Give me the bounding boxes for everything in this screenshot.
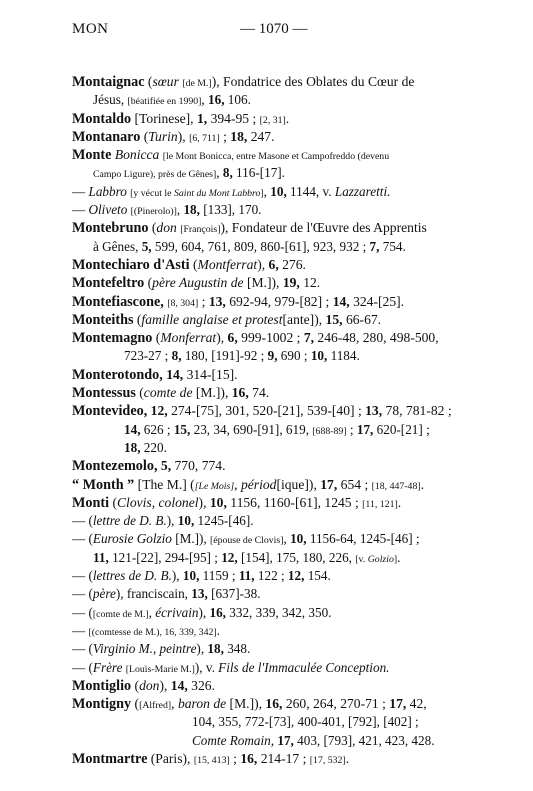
- bracket-note: [15, 413]: [193, 754, 230, 766]
- entry-text: ,: [234, 476, 241, 492]
- entry-text: ),: [166, 513, 178, 529]
- italic-text: Oliveto: [88, 202, 128, 218]
- index-entry-line: [72, 91, 492, 109]
- index-entry-line: [72, 640, 492, 658]
- entry-text: .: [345, 750, 350, 766]
- entry-text: — (: [72, 659, 93, 675]
- italic-text: lettre de D. B.: [92, 513, 167, 529]
- entry-text: [M.]),: [243, 275, 283, 291]
- volume-number: 18,: [124, 439, 141, 455]
- entry-headword: Montezemolo,: [72, 458, 158, 475]
- italic-text: don: [139, 677, 160, 693]
- entry-text: 332, 339, 342, 350.: [225, 604, 332, 620]
- entry-headword: Montigny: [72, 696, 132, 713]
- bracket-note: Campo Ligure), près de Gênes]: [93, 169, 217, 181]
- index-entry-line: [72, 347, 492, 365]
- entry-text: 104, 355, 772-[73], 400-401, [792], [402] ;: [192, 714, 419, 730]
- bracket-note: [8, 304]: [167, 297, 199, 309]
- volume-number: 10,: [310, 348, 328, 364]
- index-entry: [72, 256, 492, 274]
- entry-text: 122 ;: [254, 568, 288, 584]
- entry-text: 348.: [223, 641, 251, 657]
- entry-text: 599, 604, 761, 809, 860-[61], 923, 932 ;: [151, 238, 370, 254]
- volume-number: 16,: [231, 385, 249, 401]
- volume-number: 12,: [150, 403, 168, 419]
- volume-number: 19,: [282, 275, 300, 291]
- entry-text: — (: [72, 641, 93, 657]
- entry-text: — (: [72, 586, 93, 602]
- italic-text: Comte Romain,: [192, 732, 275, 748]
- volume-number: 14,: [332, 293, 350, 309]
- entry-text: .: [285, 110, 290, 126]
- entry-text: 394-95 ;: [207, 110, 260, 126]
- entry-text: 620-[21] ;: [373, 421, 430, 437]
- index-entries: [72, 73, 492, 768]
- volume-number: 9,: [267, 348, 278, 364]
- entry-text: [M.]),: [226, 696, 266, 712]
- bracket-note-italic: Golzio: [367, 553, 394, 565]
- entry-text: .: [397, 494, 402, 510]
- volume-number: 14,: [166, 366, 184, 382]
- index-entry-line: [72, 421, 492, 439]
- volume-number: 18,: [183, 202, 200, 218]
- entry-text: 1156-64, 1245-[46] ;: [306, 531, 420, 547]
- italic-text: Lazzaretti.: [334, 183, 391, 199]
- entry-text: 626 ;: [140, 421, 174, 437]
- entry-text: [M.]),: [192, 385, 232, 401]
- entry-text: 326.: [187, 677, 215, 693]
- entry-text: — (: [72, 531, 93, 547]
- bracket-note: [(Pinerolo)]: [130, 206, 177, 218]
- bracket-note: [688-89]: [312, 425, 347, 437]
- entry-text: ),: [198, 604, 210, 620]
- italic-text: lettres de D. B.: [92, 568, 172, 584]
- index-entry-line: [72, 732, 492, 750]
- index-entry-line: [72, 512, 492, 530]
- index-entry: [72, 402, 492, 420]
- entry-text: 692-94, 979-[82] ;: [225, 293, 333, 309]
- index-entry-line: [72, 585, 492, 603]
- entry-text: 314-[15].: [183, 366, 238, 382]
- bracket-note: [y vécut le: [130, 187, 174, 199]
- entry-headword: Montaldo: [72, 110, 132, 127]
- bracket-note: [11, 121]: [362, 498, 398, 510]
- italic-text: Bonicca: [114, 147, 160, 163]
- bracket-note: [de M.]: [182, 78, 212, 89]
- entry-text: ,: [283, 531, 291, 547]
- entry-text: 247.: [247, 128, 275, 144]
- entry-text: ),: [257, 256, 269, 272]
- entry-headword: Montemagno: [72, 330, 153, 347]
- volume-number: 5,: [160, 458, 172, 474]
- entry-text: — (: [72, 604, 93, 620]
- italic-text: Fils de l'Immaculée Conception.: [218, 659, 390, 675]
- volume-number: 17,: [277, 732, 294, 748]
- entry-headword: Montevideo,: [72, 403, 148, 420]
- volume-number: 10,: [290, 531, 307, 547]
- entry-text: 274-[75], 301, 520-[21], 539-[40] ;: [167, 403, 366, 419]
- volume-number: 13,: [365, 403, 383, 419]
- entry-headword: Montaignac: [72, 74, 145, 90]
- volume-number: 18,: [230, 128, 248, 144]
- entry-text: [637]-38.: [207, 586, 261, 602]
- entry-text: Jésus,: [93, 92, 128, 108]
- entry-text: ,: [201, 92, 209, 108]
- bracket-note: [Alfred]: [139, 700, 172, 712]
- volume-number: 6,: [227, 330, 238, 346]
- volume-number: 17,: [389, 696, 407, 712]
- volume-number: 13,: [191, 586, 208, 602]
- entry-text: 42,: [406, 696, 427, 712]
- entry-text: 106.: [224, 92, 251, 108]
- index-entry: [72, 110, 492, 128]
- volume-number: 5,: [141, 238, 152, 254]
- volume-number: 16,: [208, 92, 225, 108]
- index-entry: [72, 311, 492, 329]
- volume-number: 15,: [325, 311, 343, 327]
- entry-text: ), Fondateur de l'Œuvre des Apprentis: [220, 220, 427, 236]
- entry-headword: Montanaro: [72, 128, 141, 145]
- entry-headword: Monte: [72, 147, 112, 164]
- index-entry: [72, 293, 492, 311]
- volume-number: 10,: [270, 183, 287, 199]
- entry-headword: Montessus: [72, 385, 136, 402]
- entry-text: 1144, v.: [286, 183, 335, 199]
- volume-number: 8,: [171, 348, 182, 364]
- entry-text: (Paris),: [147, 750, 194, 766]
- volume-number: 17,: [356, 421, 374, 437]
- entry-text: ),: [216, 330, 228, 346]
- italic-text: Virginio M., peintre: [92, 641, 197, 657]
- bracket-note: [François]: [180, 224, 221, 236]
- entry-text: —: [72, 202, 89, 218]
- entry-text: ,: [148, 604, 156, 620]
- italic-text: Clovis, colonel: [116, 494, 199, 510]
- entry-text: 121-[22], 294-[95] ;: [108, 549, 222, 565]
- entry-text: 754.: [379, 238, 406, 254]
- italic-text: Monferrat: [160, 330, 217, 346]
- index-entry-line: [72, 549, 492, 567]
- entry-text: 324-[25].: [349, 293, 405, 309]
- volume-number: 6,: [268, 256, 279, 272]
- volume-number: 16,: [240, 750, 258, 766]
- entry-text: 220.: [140, 439, 167, 455]
- entry-headword: Montechiaro d'Asti: [72, 256, 190, 273]
- italic-text: famille anglaise et protest: [141, 311, 283, 327]
- entry-text: —: [72, 622, 89, 638]
- volume-number: 18,: [207, 641, 224, 657]
- italic-text: don: [156, 220, 177, 236]
- entry-headword: Montefiascone,: [72, 293, 164, 310]
- page-header: [72, 21, 482, 41]
- bracket-note: [v.: [355, 553, 368, 565]
- entry-text: (: [135, 385, 144, 401]
- volume-number: 16,: [265, 696, 283, 712]
- entry-text: (: [133, 311, 142, 327]
- bracket-note: [béatifiée en 1990]: [127, 96, 202, 108]
- entry-text: ,: [263, 183, 271, 199]
- volume-number: 10,: [209, 494, 227, 510]
- entry-text: à Gênes,: [93, 238, 142, 254]
- entry-text: 1159 ;: [199, 568, 239, 584]
- entry-headword: Montefeltro: [72, 275, 145, 292]
- index-entry: [72, 128, 492, 146]
- entry-headword: “ Month ”: [72, 476, 135, 493]
- entry-text: 180, [191]-92 ;: [181, 348, 268, 364]
- entry-text: — (: [72, 568, 93, 584]
- entry-text: (: [144, 74, 153, 89]
- italic-text: Frère: [92, 659, 123, 675]
- entry-text: [M.]),: [171, 531, 210, 547]
- entry-text: ),: [159, 677, 171, 693]
- index-entry: [72, 146, 492, 164]
- entry-text: ;: [229, 750, 241, 766]
- volume-number: 15,: [173, 421, 191, 437]
- entry-text: .: [420, 476, 425, 492]
- entry-text: [ante]),: [282, 311, 326, 327]
- entry-text: (: [131, 696, 140, 712]
- entry-text: ),: [196, 641, 208, 657]
- index-entry-line: [72, 659, 492, 677]
- bracket-note-italic: [Le Mois]: [194, 480, 235, 492]
- entry-text: (: [144, 275, 153, 291]
- entry-text: ;: [198, 293, 209, 309]
- index-entry-line: [72, 164, 492, 182]
- italic-text: comte de: [143, 385, 193, 401]
- volume-number: 11,: [238, 568, 255, 584]
- bracket-note: [le Mont Bonicca, entre Masone et Campofreddo (devenu: [162, 151, 390, 163]
- bracket-note: ]: [393, 553, 398, 565]
- entry-text: 74.: [248, 385, 270, 401]
- volume-number: 13,: [208, 293, 226, 309]
- entry-text: ),: [177, 128, 190, 144]
- index-entry: [72, 329, 492, 347]
- entry-text: — (: [72, 513, 93, 529]
- volume-number: 7,: [369, 238, 380, 254]
- index-entry-line: [72, 604, 492, 622]
- italic-text: baron de: [177, 696, 227, 712]
- bracket-note: ]: [260, 187, 264, 199]
- bracket-note: [épouse de Clovis]: [210, 535, 284, 547]
- bracket-note: [18, 447-48]: [371, 480, 421, 492]
- entry-text: 403, [793], 421, 423, 428.: [293, 732, 435, 748]
- italic-text: écrivain: [155, 604, 199, 620]
- volume-number: 12,: [287, 568, 305, 584]
- entry-headword: Montiglio: [72, 677, 132, 694]
- entry-text: 654 ;: [337, 476, 372, 492]
- entry-text: 770, 774.: [171, 458, 226, 474]
- volume-number: 17,: [320, 476, 338, 492]
- entry-text: [ique]),: [276, 476, 321, 492]
- italic-text: Eurosie Golzio: [92, 531, 172, 547]
- entry-text: (: [131, 677, 140, 693]
- entry-text: ,: [176, 202, 184, 218]
- index-entry: [72, 384, 492, 402]
- entry-text: 260, 264, 270-71 ;: [282, 696, 390, 712]
- entry-text: 154.: [304, 568, 331, 584]
- volume-number: 14,: [124, 421, 141, 437]
- entry-text: 23, 34, 690-[91], 619,: [190, 421, 313, 437]
- index-entry: [72, 695, 492, 713]
- entry-headword: Montebruno: [72, 220, 149, 237]
- entry-text: (: [140, 128, 149, 144]
- page-number: — 1070 —: [240, 21, 308, 37]
- entry-text: 723-27 ;: [124, 348, 172, 364]
- entry-text: ,: [171, 696, 178, 712]
- index-entry: [72, 73, 492, 91]
- index-entry: [72, 366, 492, 384]
- volume-number: 10,: [177, 513, 195, 529]
- italic-text: père: [92, 586, 116, 602]
- entry-text: ;: [346, 421, 357, 437]
- volume-number: 11,: [93, 549, 109, 565]
- entry-text: (: [148, 220, 157, 236]
- index-entry-line: [72, 183, 492, 201]
- entry-text: .: [397, 549, 401, 565]
- index-entry-line: [72, 201, 492, 219]
- entry-text: (: [189, 256, 198, 272]
- entry-text: 690 ;: [277, 348, 311, 364]
- entry-text: ;: [219, 128, 231, 144]
- italic-text: Labbro: [88, 183, 127, 199]
- index-entry: [72, 476, 492, 494]
- bracket-note: [(comtesse de M.), 16, 339, 342]: [88, 626, 217, 638]
- entry-text: (: [109, 494, 117, 510]
- bracket-note: [6, 711]: [189, 132, 220, 144]
- italic-text: Montferrat: [197, 256, 258, 272]
- italic-text: Turin: [148, 128, 178, 144]
- running-head: MON: [72, 21, 109, 37]
- entry-text: 78, 781-82 ;: [382, 403, 452, 419]
- entry-text: .: [216, 622, 220, 638]
- volume-number: 8,: [222, 165, 233, 181]
- volume-number: 12,: [221, 549, 238, 565]
- index-entry-line: [72, 238, 492, 256]
- index-entry-line: [72, 567, 492, 585]
- entry-text: ), v.: [194, 659, 219, 675]
- volume-number: 16,: [209, 604, 226, 620]
- entry-text: 1156, 1160-[61], 1245 ;: [226, 494, 363, 510]
- entry-text: 1245-[46].: [194, 513, 254, 529]
- entry-headword: Monti: [72, 494, 110, 511]
- entry-text: ), Fondatrice des Oblates du Cœur de: [211, 74, 415, 89]
- entry-text: 246-48, 280, 498-500,: [314, 330, 439, 346]
- entry-text: [The M.] (: [134, 476, 195, 492]
- entry-text: 999-1002 ;: [237, 330, 304, 346]
- entry-text: 276.: [278, 256, 306, 272]
- volume-number: 14,: [170, 677, 188, 693]
- entry-text: 12.: [299, 275, 321, 291]
- index-entry: [72, 750, 492, 768]
- index-entry-line: [72, 439, 492, 457]
- volume-number: 10,: [182, 568, 200, 584]
- index-entry-line: [72, 622, 492, 640]
- bracket-note: [2, 31]: [259, 114, 286, 126]
- index-entry: [72, 274, 492, 292]
- entry-text: ), franciscain,: [115, 586, 192, 602]
- entry-text: 1184.: [327, 348, 360, 364]
- volume-number: 1,: [196, 110, 208, 126]
- entry-text: ),: [171, 568, 183, 584]
- entry-headword: Monterotondo,: [72, 366, 163, 383]
- entry-text: [154], 175, 180, 226,: [237, 549, 356, 565]
- bracket-note: [17, 532]: [309, 754, 346, 766]
- italic-text: père Augustin de: [152, 275, 244, 291]
- entry-text: —: [72, 183, 89, 199]
- italic-text: périod: [240, 476, 277, 492]
- index-entry: [72, 677, 492, 695]
- index-entry: [72, 457, 492, 475]
- entry-text: [133], 170.: [199, 202, 262, 218]
- entry-headword: Montmartre: [72, 750, 148, 767]
- italic-text: sœur: [152, 74, 179, 89]
- bracket-note: [Louis-Marie M.]: [125, 663, 195, 675]
- index-entry: [72, 494, 492, 512]
- entry-text: ,: [216, 165, 223, 181]
- volume-number: 7,: [303, 330, 315, 346]
- entry-text: ),: [198, 494, 210, 510]
- index-entry-line: [72, 530, 492, 548]
- entry-headword: Monteiths: [72, 311, 134, 328]
- entry-text: 66-67.: [342, 311, 382, 327]
- entry-text: 116-[17].: [232, 165, 285, 181]
- entry-text: [Torinese],: [131, 110, 197, 126]
- index-entry-line: [72, 713, 492, 731]
- bracket-note: [comte de M.]: [92, 608, 149, 620]
- entry-text: 214-17 ;: [257, 750, 310, 766]
- index-entry: [72, 219, 492, 237]
- bracket-note-italic: Saint du Mont Labbro: [173, 187, 261, 199]
- entry-text: (: [152, 330, 161, 346]
